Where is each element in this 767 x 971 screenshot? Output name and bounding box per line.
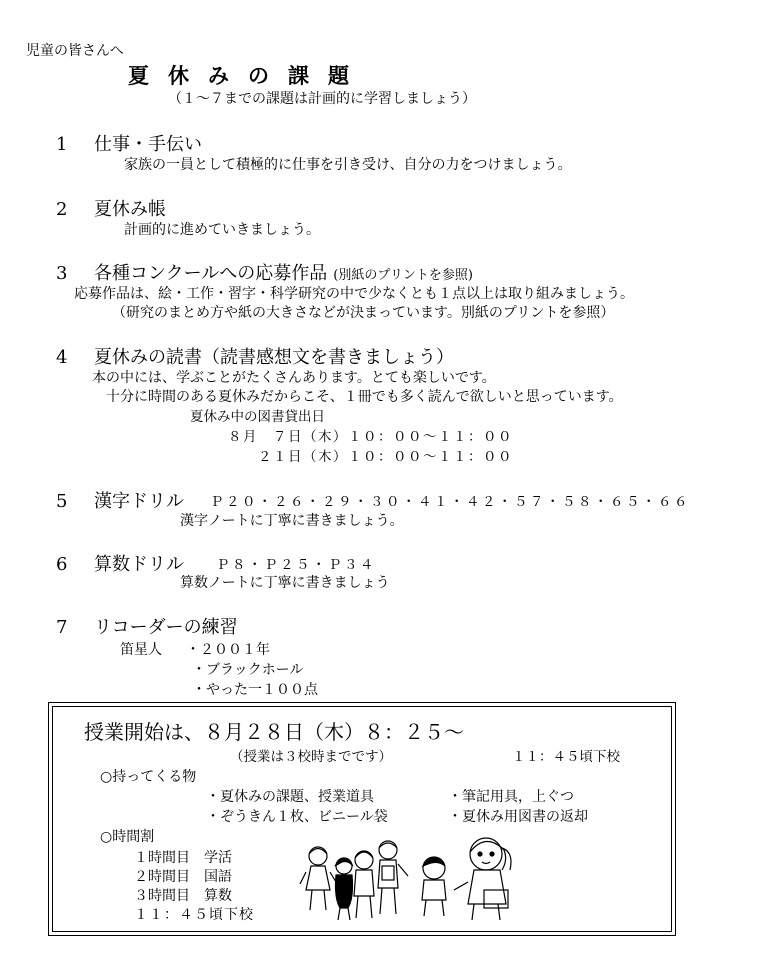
section-5-text: 漢字ノートに丁寧に書きましょう。 bbox=[180, 513, 404, 529]
dismissal-time: １１：４５頃下校 bbox=[512, 749, 620, 765]
section-number: 1 bbox=[56, 134, 68, 155]
section-title: リコーダーの練習 bbox=[94, 617, 238, 638]
recorder-piece-3: ・やった一１００点 bbox=[192, 682, 318, 698]
section-number: 4 bbox=[56, 347, 68, 368]
section-4-text-1: 本の中には、学ぶことがたくさんあります。とても楽しいです。 bbox=[92, 370, 496, 386]
section-2-text: 計画的に進めていきましょう。 bbox=[124, 222, 320, 238]
section-6-heading bbox=[56, 550, 184, 576]
section-title: 夏休みの読書（読書感想文を書きましょう） bbox=[94, 347, 454, 368]
math-drill-pages: Ｐ８・Ｐ２５・Ｐ３４ bbox=[216, 557, 376, 573]
children-group-illustration bbox=[296, 838, 430, 924]
recorder-piece-1: ・２００１年 bbox=[186, 642, 270, 658]
recorder-piece-2: ・ブラックホール bbox=[192, 662, 304, 678]
bring-item: ・夏休み用図書の返却 bbox=[448, 809, 588, 825]
section-title: 仕事・手伝い bbox=[94, 134, 202, 155]
section-note: (別紙のプリントを参照) bbox=[333, 268, 473, 283]
schedule-row: １時間目 学活 bbox=[134, 850, 232, 866]
section-number: 2 bbox=[56, 199, 68, 220]
bring-item: ・筆記用具，上ぐつ bbox=[448, 789, 574, 805]
bring-items-heading: ○持ってくる物 bbox=[100, 769, 197, 785]
section-5-heading bbox=[56, 487, 184, 513]
section-number: 6 bbox=[56, 554, 68, 575]
section-title: 夏休み帳 bbox=[94, 199, 166, 220]
schedule-row: ２時間目 国語 bbox=[134, 869, 232, 885]
section-1-text: 家族の一員として積極的に仕事を引き受け、自分の力をつけましょう。 bbox=[124, 157, 572, 173]
section-title: 算数ドリル bbox=[94, 554, 184, 575]
section-number: 5 bbox=[56, 491, 68, 512]
school-start-note: （授業は３校時までです） bbox=[230, 749, 392, 765]
library-date-2: ２１日（木）１０：００～１１：００ bbox=[258, 449, 513, 465]
section-6-text: 算数ノートに丁寧に書きましょう bbox=[180, 575, 390, 591]
section-title: 漢字ドリル bbox=[94, 491, 184, 512]
school-start-heading: 授業開始は、８月２８日（木）８：２５～ bbox=[84, 720, 464, 744]
kanji-drill-pages: Ｐ２０・２６・２９・３０・４１・４２・５７・５８・６５・６６ bbox=[210, 494, 690, 510]
section-3-text-2: （研究のまとめ方や紙の大きさなどが決まっています。別紙のプリントを参照） bbox=[112, 305, 615, 321]
schedule-row: １１：４５頃下校 bbox=[134, 907, 254, 923]
teacher-and-child-illustration bbox=[414, 830, 524, 924]
section-title: 各種コンクールへの応募作品 bbox=[94, 263, 328, 284]
section-number: 3 bbox=[56, 263, 68, 284]
schedule-row: ３時間目 算数 bbox=[134, 888, 232, 904]
library-label: 夏休み中の図書貸出日 bbox=[190, 409, 325, 425]
section-number: 7 bbox=[56, 617, 68, 638]
section-3-heading bbox=[56, 259, 473, 285]
page-title: 夏休みの課題 bbox=[128, 63, 368, 88]
section-3-text-1: 応募作品は、絵・工作・習字・科学研究の中で少なくとも１点以上は取り組みましょう。 bbox=[74, 286, 634, 302]
section-2-heading bbox=[56, 195, 166, 221]
recorder-piece-label: 笛星人 bbox=[120, 642, 162, 658]
bring-item: ・ぞうきん１枚、ビニール袋 bbox=[206, 809, 388, 825]
page-subtitle: （１～７までの課題は計画的に学習しましょう） bbox=[168, 91, 476, 107]
library-date-1: ８月 ７日（木）１０：００～１１：００ bbox=[228, 429, 513, 445]
section-7-heading bbox=[56, 613, 238, 639]
section-4-heading bbox=[56, 343, 454, 369]
bring-item: ・夏休みの課題、授業道具 bbox=[206, 789, 374, 805]
section-1-heading bbox=[56, 130, 202, 156]
section-4-text-2: 十分に時間のある夏休みだからこそ、１冊でも多く読んで欲しいと思っています。 bbox=[106, 389, 623, 405]
schedule-heading: ○時間割 bbox=[100, 829, 155, 845]
greeting: 児童の皆さんへ bbox=[26, 43, 124, 59]
